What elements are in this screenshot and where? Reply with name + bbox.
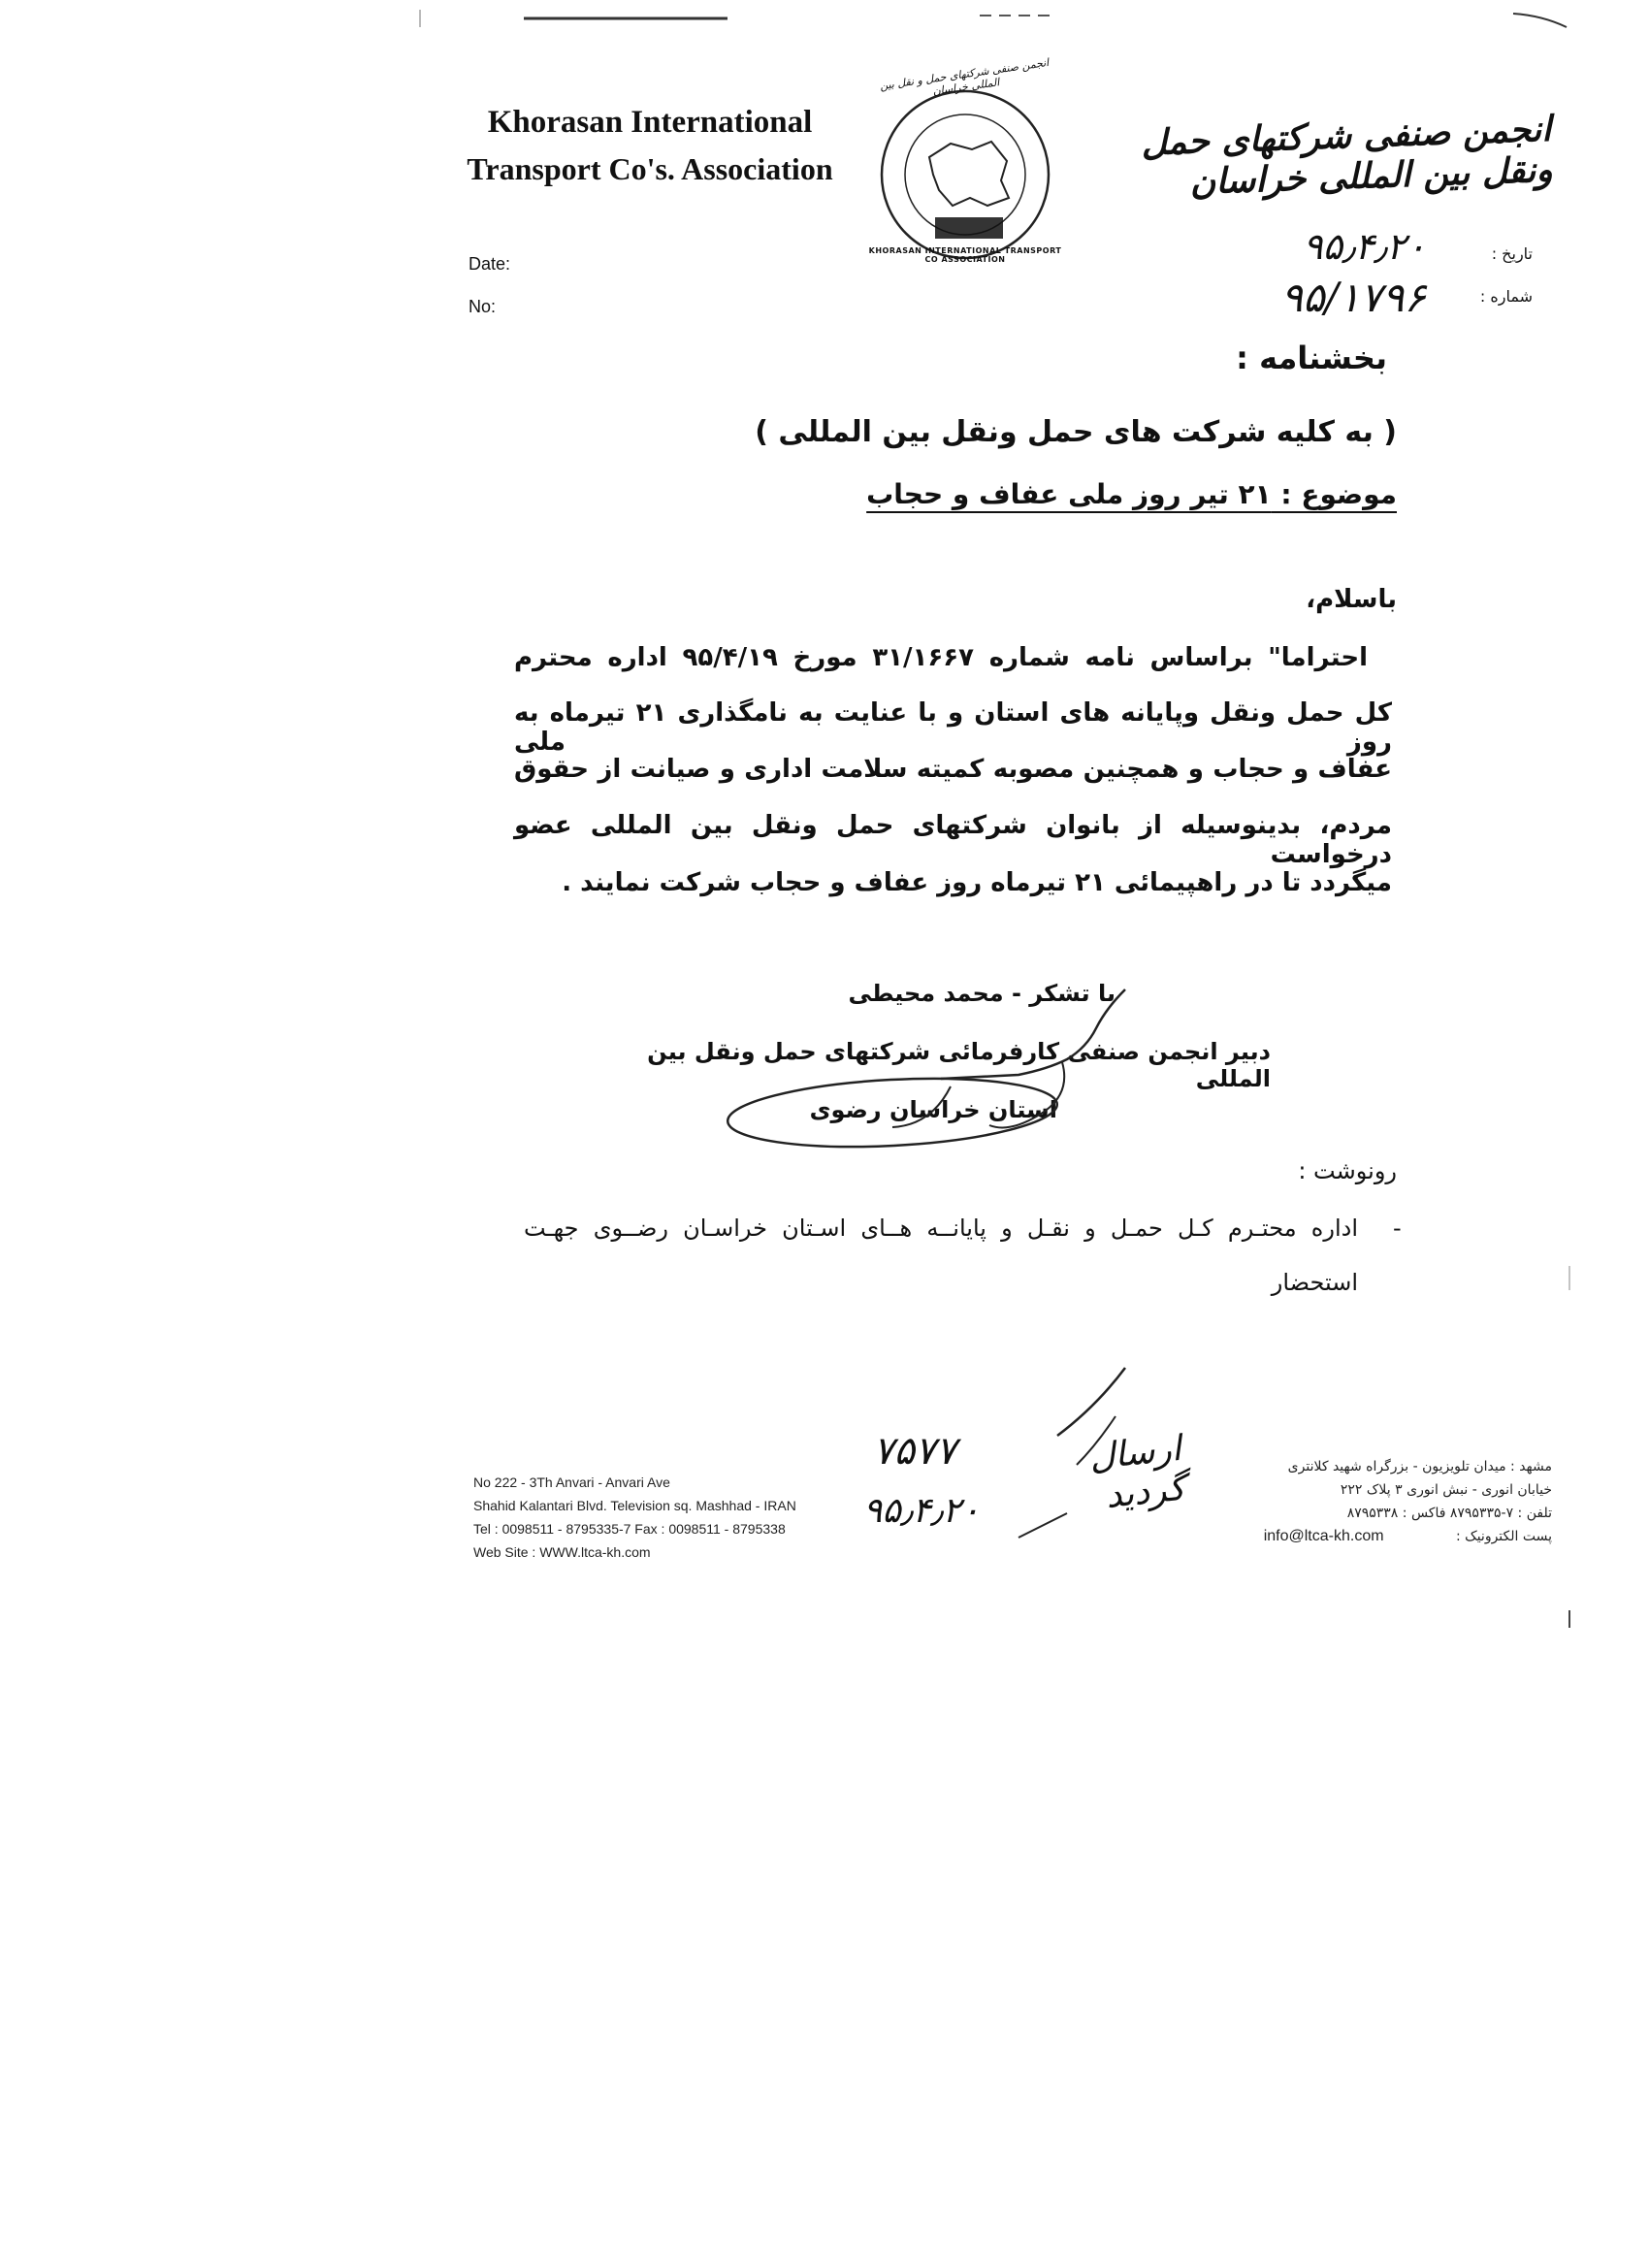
body-line-1: احتراما" براساس نامه شماره ۳۱/۱۶۶۷ مورخ ۹۵/۴/۱۹ اداره محترم: [514, 643, 1368, 672]
body-line-4: مردم، بدینوسیله از بانوان شرکتهای حمل ونقل بین المللی عضو درخواست: [514, 811, 1392, 869]
handwritten-note-number: ۷۵۷۷: [873, 1429, 956, 1474]
handwritten-note-date: ۹۵٫۴٫۲۰: [863, 1491, 981, 1531]
org-name-en-line1: Khorasan International: [487, 105, 813, 140]
signature-title: دبیر انجمن صنفی کارفرمائی شرکتهای حمل ونقل بین المللی: [647, 1038, 1271, 1092]
signature-province: استان خراسان رضوی: [809, 1096, 1057, 1123]
recipients: ( به کلیه شرکت های حمل ونقل بین المللی ): [755, 415, 1397, 449]
footer-address-en: [473, 1471, 861, 1564]
cc-label: رونوشت :: [1298, 1157, 1397, 1184]
signature-thanks: با تشکر - محمد محیطی: [848, 980, 1116, 1007]
footer-email[interactable]: info@ltca-kh.com: [1263, 1528, 1384, 1544]
logo-text-top: انجمن صنفی شرکتهای حمل و نقل بین المللی خراسان: [879, 55, 1051, 98]
subject: موضوع : ۲۱ تیر روز ملی عفاف و حجاب: [866, 478, 1397, 510]
date-label-en: Date:: [469, 254, 511, 274]
footer-fa-email-row: [1183, 1525, 1552, 1548]
cc-line-1: اداره محتـرم کـل حمـل و نقـل و پایانــه هــای اسـتان خراسـان رضــوی جهـت: [524, 1215, 1358, 1242]
body-line-5: میگردد تا در راهپیمائی ۲۱ تیرماه روز عفاف و حجاب شرکت نمایند .: [562, 868, 1392, 897]
org-name-en-line2: Transport Co's. Association: [467, 151, 833, 186]
footer-en-line-2: Shahid Kalantari Blvd. Television sq. Mashhad - IRAN: [473, 1498, 796, 1513]
signature-scribble: [698, 970, 1145, 1164]
logo-text-ring: KHORASAN INTERNATIONAL TRANSPORT CO ASSOCIATION: [868, 246, 1062, 264]
cc-dash: -: [1393, 1215, 1402, 1242]
scan-artifacts: [0, 0, 1649, 39]
date-value: ۹۵٫۴٫۲۰: [1303, 225, 1426, 268]
footer-fa-line-3: تلفن : ۷-۸۷۹۵۳۳۵ فاکس : ۸۷۹۵۳۳۸: [1346, 1506, 1552, 1521]
scan-edge-marks: [1552, 1261, 1581, 1649]
body-line-2: کل حمل ونقل وپایانه های استان و با عنایت به نامگذاری ۲۱ تیرماه به روز ملی: [514, 698, 1392, 757]
footer-address-fa: [1183, 1455, 1552, 1548]
handwritten-note-text: ارسال گردید: [1087, 1428, 1187, 1516]
letter-type: بخشنامه :: [1236, 340, 1387, 376]
body-line-3: عفاف و حجاب و همچنین مصوبه کمیته سلامت اداری و صیانت از حقوق: [514, 755, 1392, 784]
footer-fa-line-2: خیابان انوری - نبش انوری ۳ پلاک ۲۲۲: [1340, 1482, 1552, 1498]
greeting: باسلام،: [1306, 585, 1397, 614]
footer-fa-email-label: پست الکترونیک :: [1456, 1529, 1552, 1544]
footer-fa-line-1: مشهد : میدان تلویزیون - بزرگراه شهید کلانتری: [1287, 1459, 1552, 1474]
org-name-fa: انجمن صنفی شرکتهای حمل ونقل بین المللی خراسان: [1140, 108, 1554, 203]
footer-en-line-4: Web Site : WWW.ltca-kh.com: [473, 1544, 651, 1560]
footer-en-line-3: Tel : 0098511 - 8795335-7 Fax : 0098511 - 8795338: [473, 1521, 786, 1537]
no-label-en: No:: [469, 297, 497, 316]
date-label-fa: تاریخ :: [1491, 244, 1533, 263]
association-logo: [863, 55, 1067, 264]
no-label-fa: شماره :: [1479, 287, 1533, 306]
cc-line-2: استحضار: [1271, 1269, 1358, 1296]
footer-en-line-1: No 222 - 3Th Anvari - Anvari Ave: [473, 1474, 670, 1490]
number-value: ۹۵/۱۷۹۶: [1280, 274, 1426, 321]
